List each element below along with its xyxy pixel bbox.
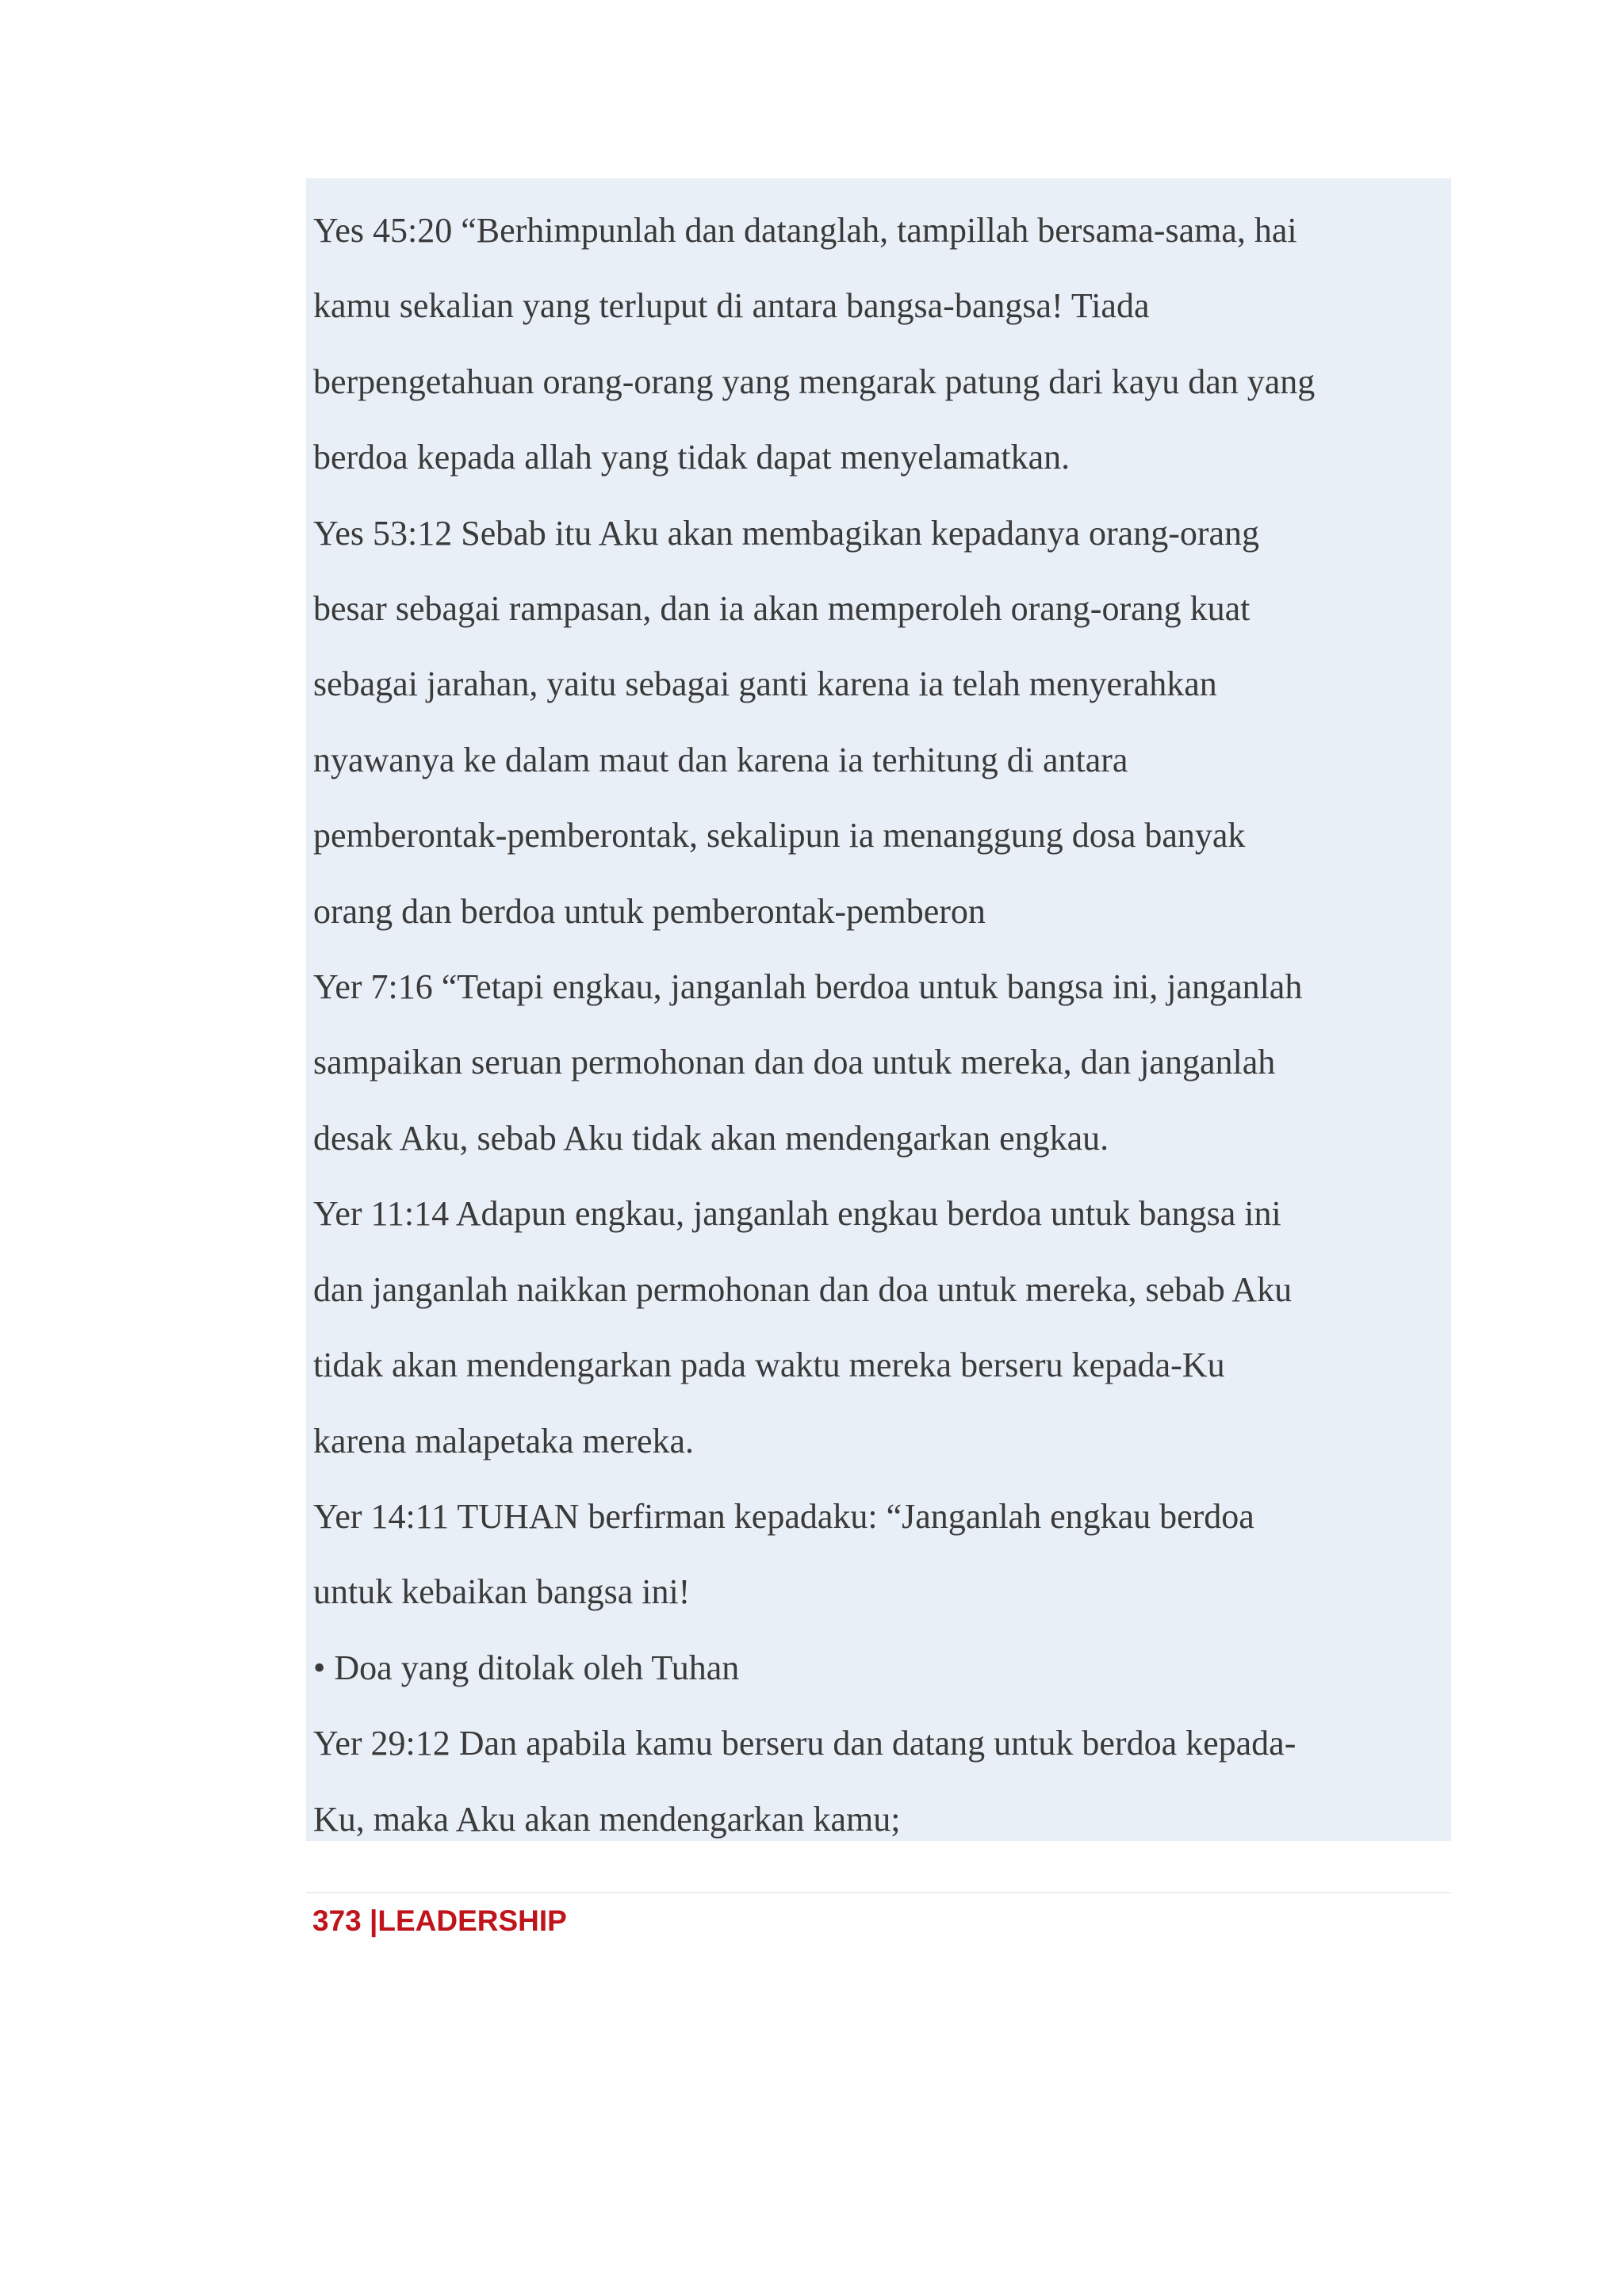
text-line: untuk kebaikan bangsa ini! [313, 1572, 691, 1612]
text-line: desak Aku, sebab Aku tidak akan mendengarkan engkau. [313, 1118, 1109, 1158]
text-line: sampaikan seruan permohonan dan doa untuk mereka, dan janganlah [313, 1043, 1276, 1082]
text-line: nyawanya ke dalam maut dan karena ia terhitung di antara [313, 740, 1128, 779]
text-line: dan janganlah naikkan permohonan dan doa untuk mereka, sebab Aku [313, 1269, 1293, 1309]
text-line: Yer 14:11 TUHAN berfirman kepadaku: “Janganlah engkau berdoa [313, 1496, 1254, 1536]
text-line: Yer 11:14 Adapun engkau, janganlah engkau berdoa untuk bangsa ini [313, 1194, 1281, 1234]
text-line: besar sebagai rampasan, dan ia akan memperoleh orang-orang kuat [313, 589, 1251, 629]
text-line: berpengetahuan orang-orang yang mengarak patung dari kayu dan yang [313, 362, 1316, 401]
text-line: sebagai jarahan, yaitu sebagai ganti karena ia telah menyerahkan [313, 664, 1217, 704]
text-line: karena malapetaka mereka. [313, 1421, 695, 1460]
text-line: Yer 29:12 Dan apabila kamu berseru dan datang untuk berdoa kepada- [313, 1724, 1297, 1763]
text-line: tidak akan mendengarkan pada waktu mereka berseru kepada-Ku [313, 1346, 1225, 1385]
scripture-text-block [306, 178, 1451, 1841]
text-line: kamu sekalian yang terluput di antara bangsa-bangsa! Tiada [313, 286, 1150, 326]
footer-divider [306, 1892, 1451, 1893]
text-line: Yes 45:20 “Berhimpunlah dan datanglah, tampillah bersama-sama, hai [313, 211, 1297, 250]
text-line: Yer 7:16 “Tetapi engkau, janganlah berdoa untuk bangsa ini, janganlah [313, 967, 1303, 1007]
text-line: Yes 53:12 Sebab itu Aku akan membagikan kepadanya orang-orang [313, 513, 1260, 553]
text-line: orang dan berdoa untuk pemberontak-pemberon [313, 891, 986, 931]
page-footer: 373 |LEADERSHIP [312, 1904, 567, 1937]
text-line: pemberontak-pemberontak, sekalipun ia menanggung dosa banyak [313, 816, 1246, 856]
text-line: berdoa kepada allah yang tidak dapat menyelamatkan. [313, 438, 1071, 477]
bullet-line: • Doa yang ditolak oleh Tuhan [313, 1648, 740, 1687]
text-line: Ku, maka Aku akan mendengarkan kamu; [313, 1799, 901, 1839]
